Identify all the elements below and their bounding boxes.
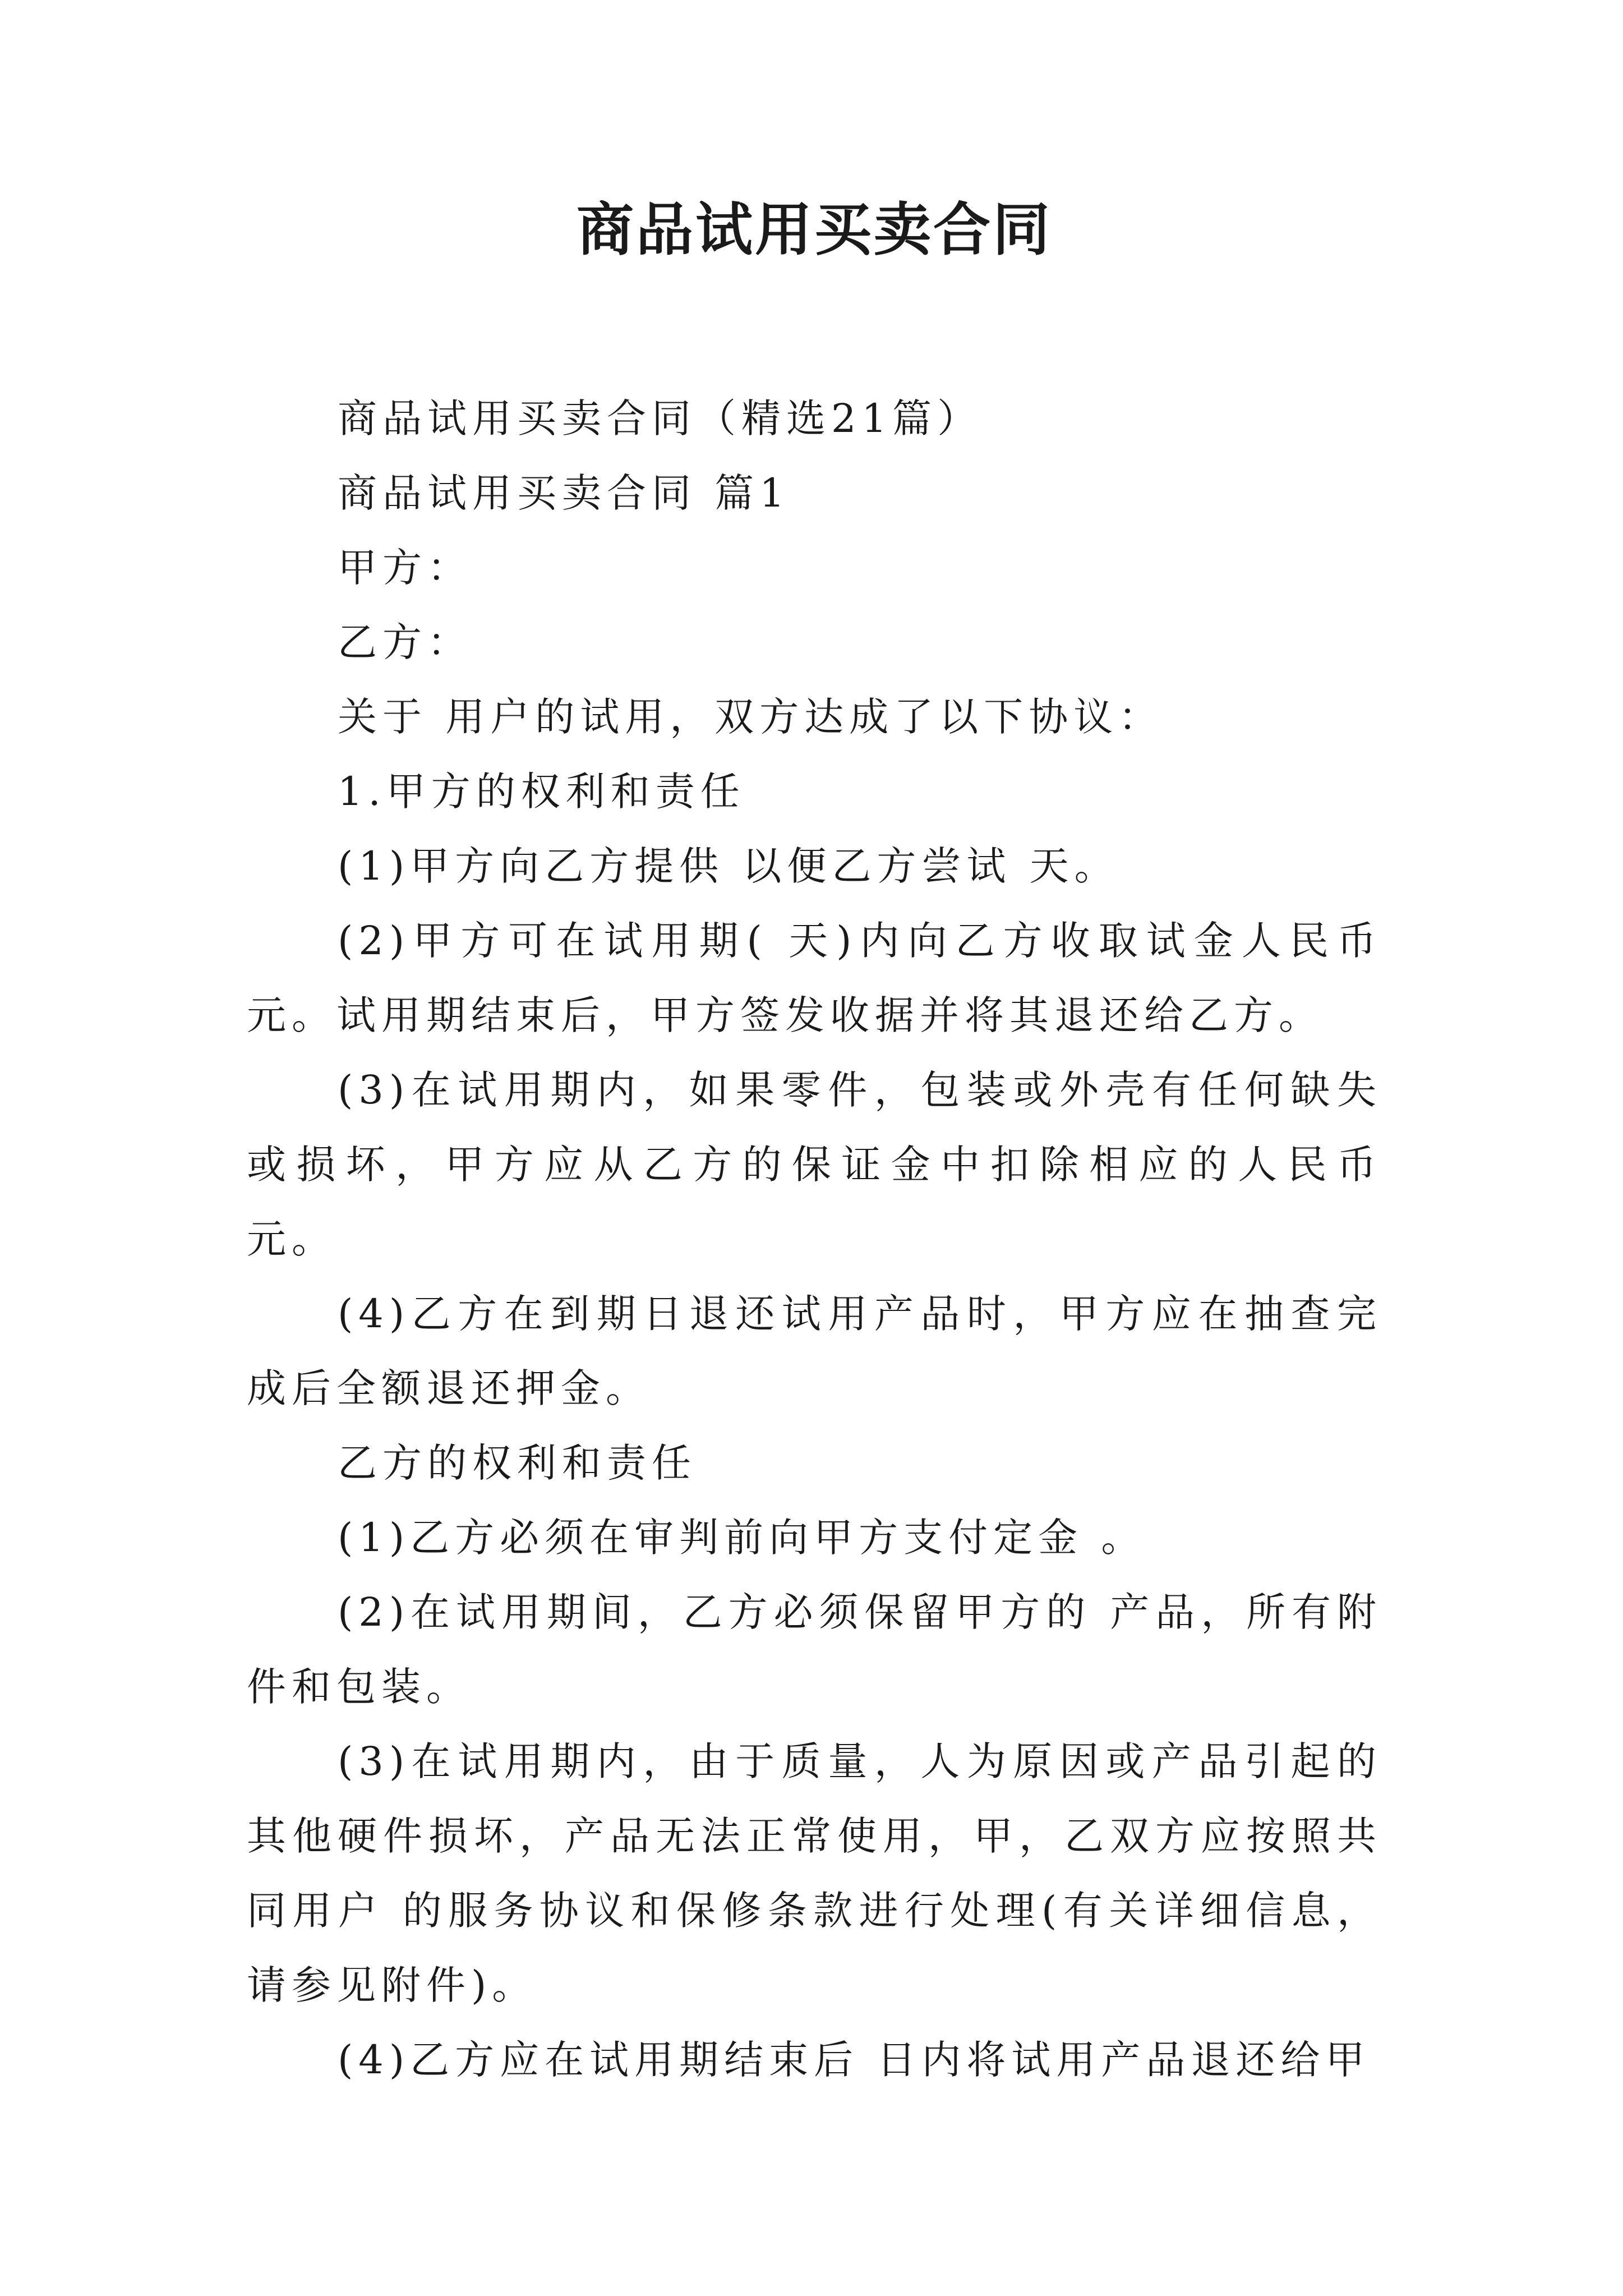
paragraph-a-clause-1: (1)甲方向乙方提供 以便乙方尝试 天。 (338, 843, 1119, 889)
paragraph-article-heading: 商品试用买卖合同 篇1 (338, 470, 790, 516)
document-title: 商品试用买卖合同 (577, 196, 1052, 264)
paragraph-b-clause-2: (2)在试用期间，乙方必须保留甲方的 产品，所有附件和包装。 (247, 1589, 1382, 1710)
paragraph-section-party-a-rights: 1.甲方的权利和责任 (338, 769, 745, 815)
paragraph-b-clause-1: (1)乙方必须在审判前向甲方支付定金 。 (338, 1515, 1146, 1561)
paragraph-b-clause-3: (3)在试用期内，由于质量，人为原因或产品引起的其他硬件损坏，产品无法正常使用，甲，乙双方应按照共同用户 的服务协议和保修条款进行处理(有关详细信息，请参见附件)。 (247, 1738, 1382, 2008)
paragraph-collection-heading: 商品试用买卖合同（精选21篇） (338, 395, 983, 441)
paragraph-a-clause-2: (2)甲方可在试用期( 天)内向乙方收取试金人民币 元。试用期结束后，甲方签发收据并将其退还给乙方。 (247, 918, 1382, 1038)
paragraph-section-party-b-rights: 乙方的权利和责任 (338, 1440, 697, 1486)
paragraph-a-clause-4: (4)乙方在到期日退还试用产品时，甲方应在抽查完成后全额退还押金。 (247, 1291, 1382, 1411)
paragraph-a-clause-3: (3)在试用期内，如果零件，包装或外壳有任何缺失或损坏，甲方应从乙方的保证金中扣除相应的人民币 元。 (247, 1067, 1382, 1262)
paragraph-agreement-intro: 关于 用户的试用，双方达成了以下协议： (338, 694, 1164, 740)
paragraph-b-clause-4: (4)乙方应在试用期结束后 日内将试用产品退还给甲 (338, 2037, 1371, 2083)
paragraph-party-b: 乙方： (338, 619, 472, 665)
paragraph-party-a: 甲方： (338, 545, 472, 591)
